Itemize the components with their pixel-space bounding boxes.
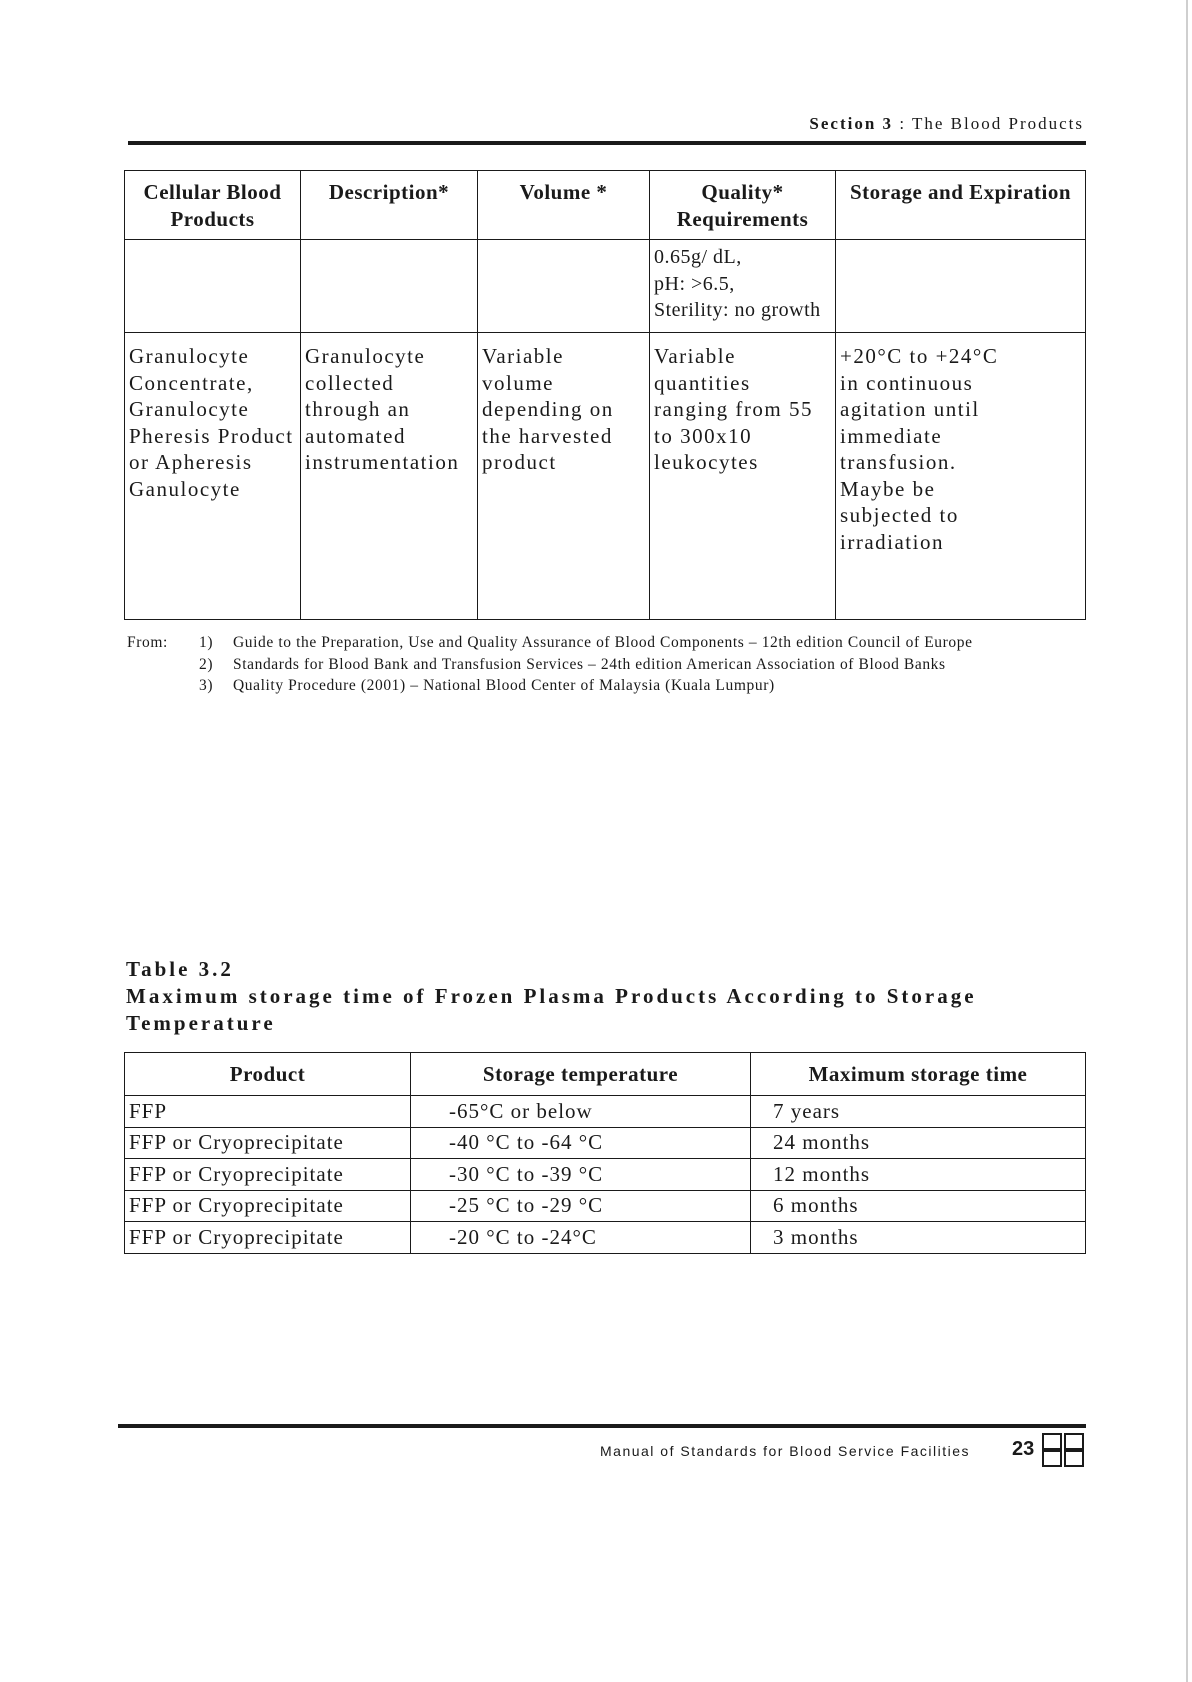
table2-header-cell: Storage temperature <box>411 1053 751 1096</box>
table1-cell: +20°C to +24°C in continuous agitation until immediate transfusion. Maybe be subjected to irradiation <box>836 333 1086 620</box>
page-number: 23 <box>1012 1438 1035 1460</box>
table1-cell <box>125 240 301 333</box>
table2-label: Table 3.2 <box>126 957 234 981</box>
grid-logo-icon <box>1041 1432 1085 1468</box>
reference-text: Guide to the Preparation, Use and Quality Assurance of Blood Components – 12th edition Council of Europe <box>233 634 973 651</box>
footer-rule <box>118 1424 1086 1428</box>
temperature-cell: -25 °C to -29 °C <box>411 1190 751 1222</box>
table1-cell: Variable quantities ranging from 55 to 300x10 leukocytes <box>650 333 836 620</box>
table1-header-cell: Storage and Expiration <box>836 171 1086 240</box>
table-row <box>125 1127 1086 1159</box>
storage-time-cell: 24 months <box>751 1127 1086 1159</box>
table1-header-cell: Volume * <box>478 171 650 240</box>
references-list <box>199 632 1079 697</box>
table1-cell: Variable volume depending on the harvested product <box>478 333 650 620</box>
storage-time-cell: 7 years <box>751 1096 1086 1128</box>
temperature-cell: -30 °C to -39 °C <box>411 1159 751 1191</box>
table2-header-cell: Maximum storage time <box>751 1053 1086 1096</box>
temperature-cell: -65°C or below <box>411 1096 751 1128</box>
product-cell: FFP or Cryoprecipitate <box>125 1222 411 1254</box>
section-separator: : <box>899 114 907 133</box>
section-title: The Blood Products <box>912 114 1084 133</box>
table2-title <box>126 956 1086 1037</box>
temperature-cell: -20 °C to -24°C <box>411 1222 751 1254</box>
table2-header-cell: Product <box>125 1053 411 1096</box>
list-item <box>199 654 1079 676</box>
product-cell: FFP or Cryoprecipitate <box>125 1190 411 1222</box>
table-row <box>125 240 1086 333</box>
list-item <box>199 675 1079 697</box>
table-row <box>125 1159 1086 1191</box>
footer-manual-title: Manual of Standards for Blood Service Facilities <box>600 1443 971 1459</box>
table1-header-cell: Description* <box>301 171 478 240</box>
table1-cell <box>836 240 1086 333</box>
storage-time-cell: 12 months <box>751 1159 1086 1191</box>
section-label: Section 3 <box>809 114 894 133</box>
table1-cell <box>301 240 478 333</box>
table1-header-cell: Cellular Blood Products <box>125 171 301 240</box>
table2-caption: Maximum storage time of Frozen Plasma Products According to Storage Temperature <box>126 984 977 1035</box>
storage-time-cell: 6 months <box>751 1190 1086 1222</box>
table1-cell: 0.65g/ dL, pH: >6.5, Sterility: no growth <box>650 240 836 333</box>
table1-header-row <box>125 171 1086 240</box>
reference-number: 3) <box>199 677 214 694</box>
reference-number: 1) <box>199 634 214 651</box>
table1-cell <box>478 240 650 333</box>
table2-header-row <box>125 1053 1086 1096</box>
table1-cell: Granulocyte Concentrate, Granulocyte Pheresis Product or Apheresis Ganulocyte <box>125 333 301 620</box>
temperature-cell: -40 °C to -64 °C <box>411 1127 751 1159</box>
references-from-label: From: <box>127 634 168 651</box>
page-edge-shadow <box>1186 0 1188 1682</box>
list-item <box>199 632 1079 654</box>
reference-number: 2) <box>199 655 214 673</box>
reference-text: Standards for Blood Bank and Transfusion Services – 24th edition American Association of Blood Banks <box>233 655 946 673</box>
table-row <box>125 1190 1086 1222</box>
table1-header-cell: Quality* Requirements <box>650 171 836 240</box>
product-cell: FFP or Cryoprecipitate <box>125 1127 411 1159</box>
storage-time-cell: 3 months <box>751 1222 1086 1254</box>
table-row <box>125 333 1086 620</box>
reference-text: Quality Procedure (2001) – National Blood Center of Malaysia (Kuala Lumpur) <box>233 677 775 694</box>
product-cell: FFP or Cryoprecipitate <box>125 1159 411 1191</box>
section-header <box>809 114 1084 134</box>
table1-cell: Granulocyte collected through an automated instrumentation <box>301 333 478 620</box>
frozen-plasma-storage-table <box>124 1052 1086 1254</box>
table-row <box>125 1222 1086 1254</box>
cellular-products-table <box>124 170 1086 620</box>
table-row <box>125 1096 1086 1128</box>
product-cell: FFP <box>125 1096 411 1128</box>
header-rule <box>128 141 1086 145</box>
